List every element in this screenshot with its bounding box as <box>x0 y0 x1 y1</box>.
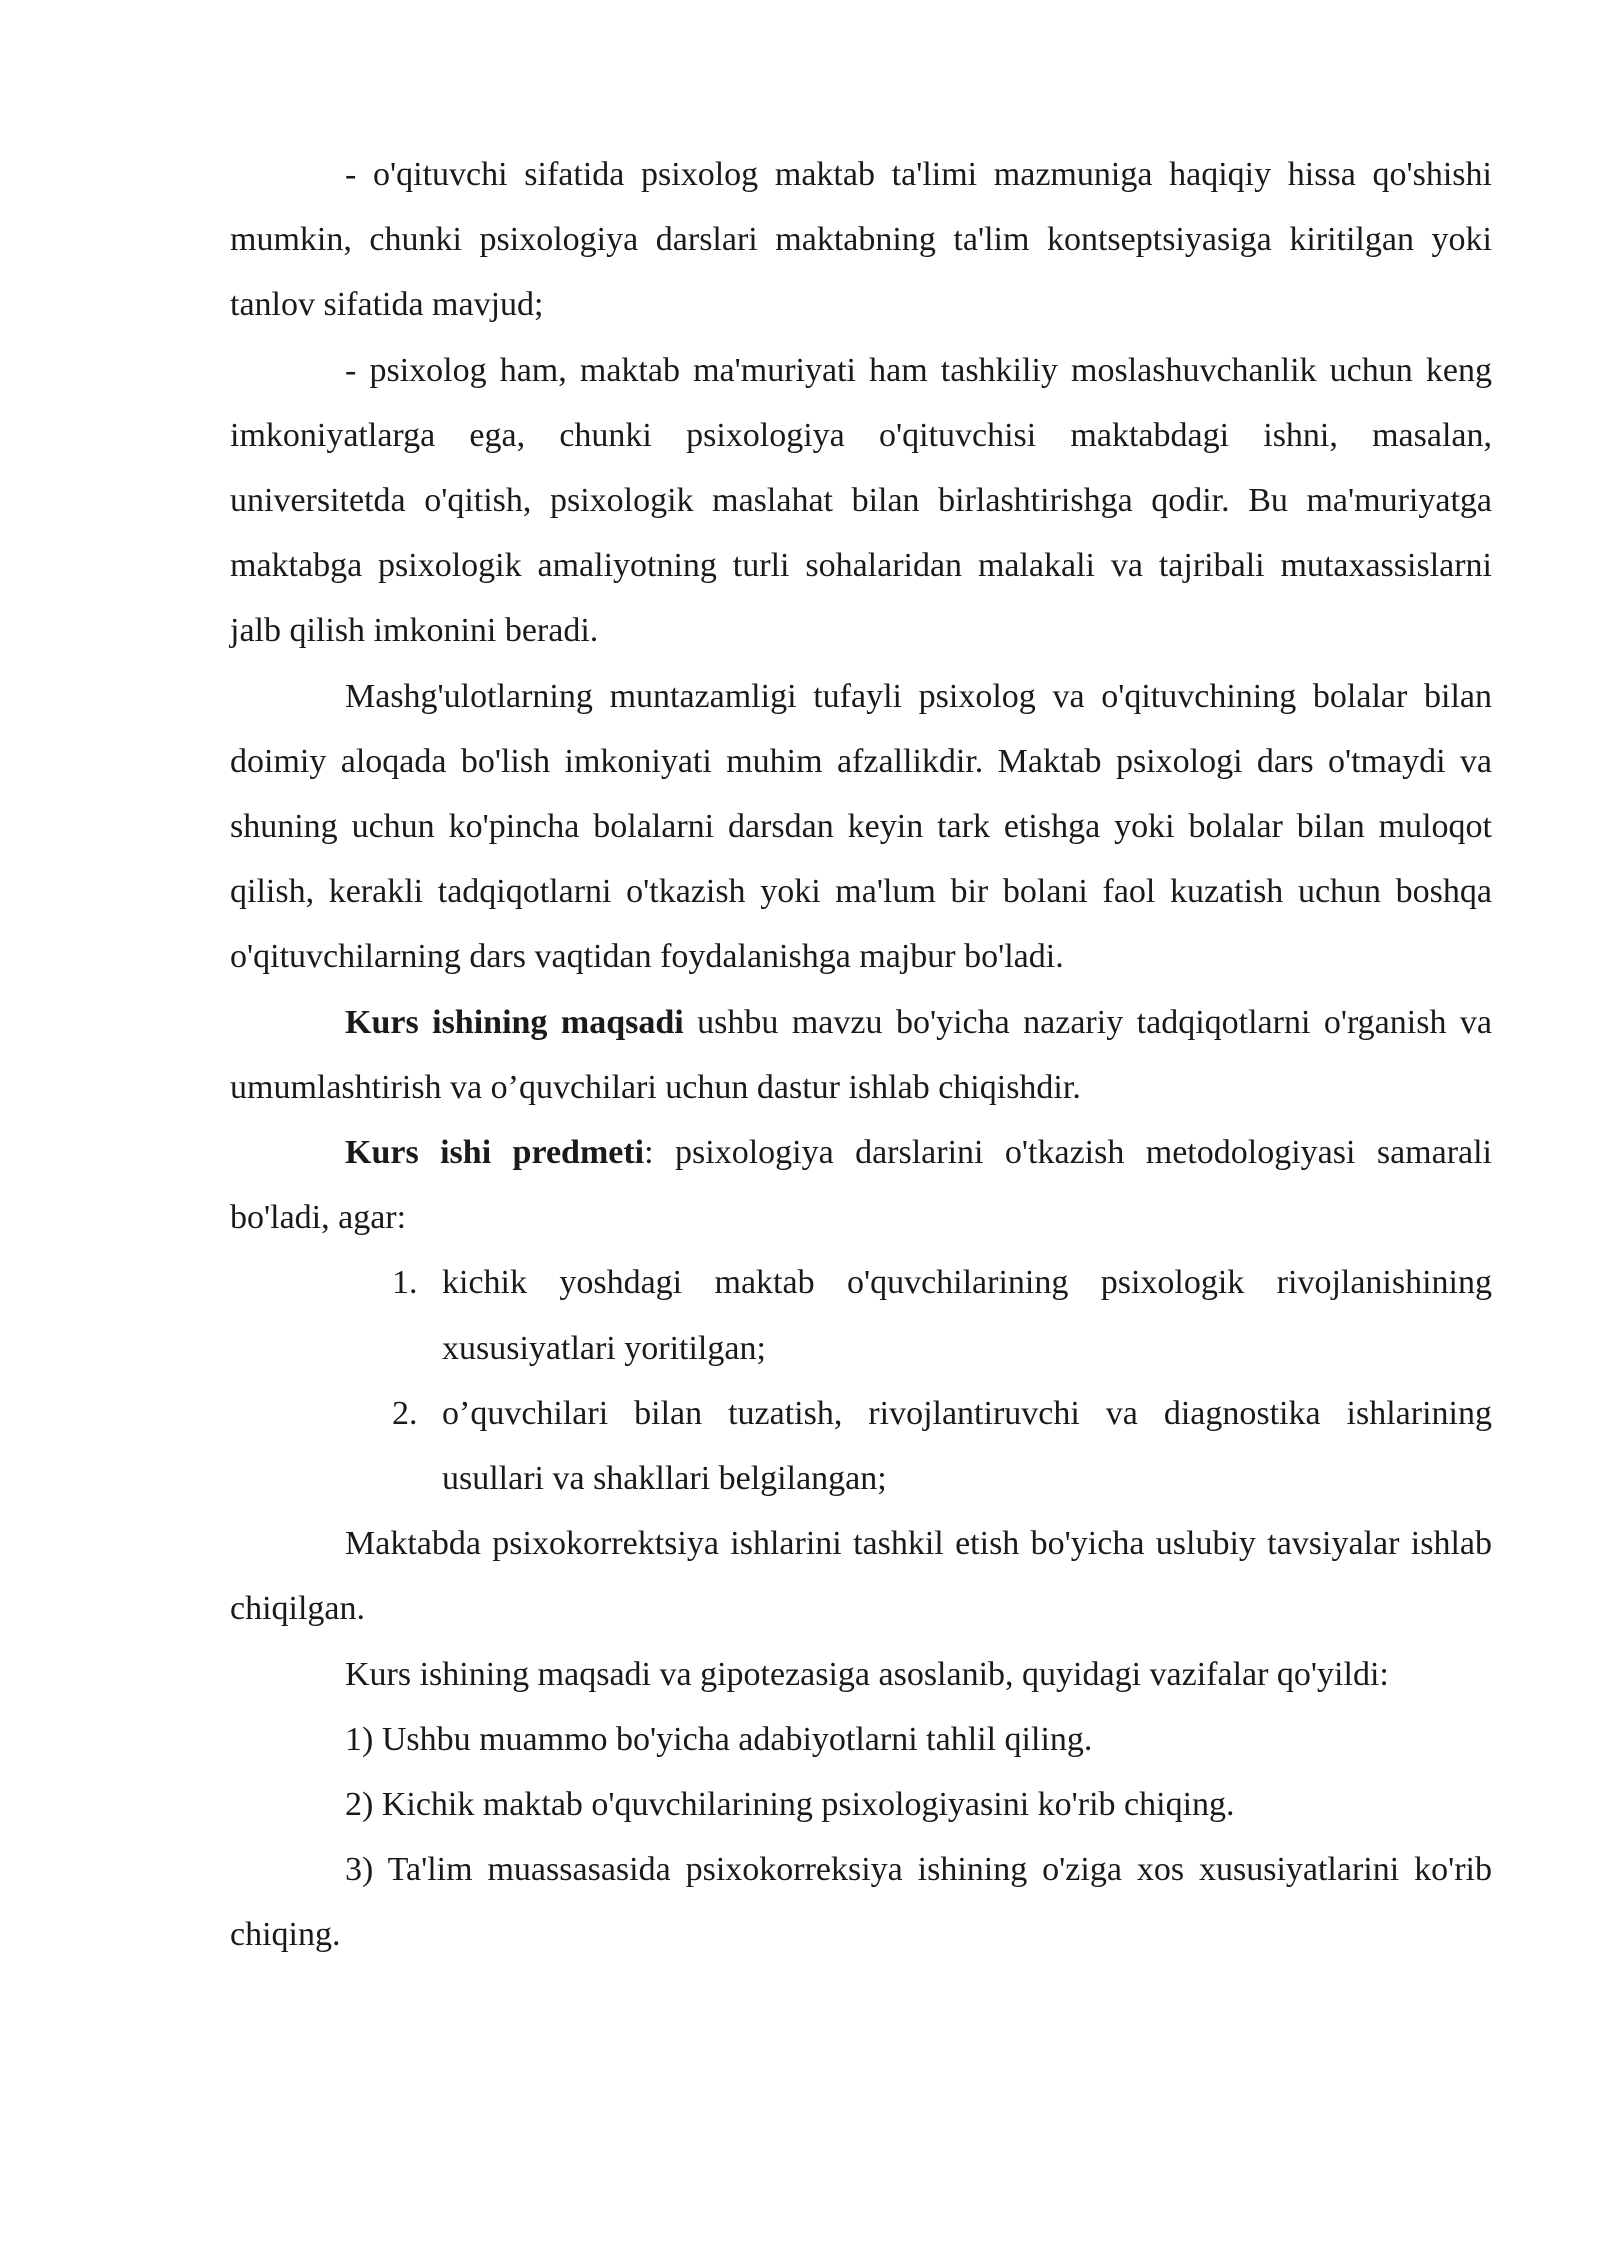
task-item-2 <box>230 1772 1492 1837</box>
paragraph-tasks-intro <box>230 1642 1492 1707</box>
paragraph-text: Mashg'ulotlarning muntazamligi tufayli psixolog va o'qituvchining bolalar bilan doimiy aloqada bo'lish imkoniyati muhim afzallikdir. Maktab psixologi dars o'tmaydi va shuning uchun ko'pincha bolalarni darsdan keyin tark etishga yoki bolalar bilan muloqot qilish, kerakli tadqiqotlarni o'tkazish yoki ma'lum bir bolani faol kuzatish uchun boshqa o'qituvchilarning dars vaqtidan foydalanishga majbur bo'ladi. <box>230 677 1492 976</box>
paragraph-text: - o'qituvchi sifatida psixolog maktab ta'limi mazmuniga haqiqiy hissa qo'shishi mumkin, chunki psixologiya darslari maktabning ta'lim kontseptsiyasiga kiritilgan yoki tanlov sifatida mavjud; <box>230 156 1492 324</box>
paragraph-text: 3) Ta'lim muassasasida psixokorreksiya ishining o'ziga xos xususiyatlarini ko'rib chiqing. <box>230 1851 1492 1954</box>
list-item-text: o’quvchilari bilan tuzatish, rivojlantiruvchi va diagnostika ishlarining usullari va shakllari belgilangan; <box>442 1394 1492 1498</box>
document-body <box>230 142 1492 1968</box>
paragraph-text: : psixologiya darslarini o'tkazish metodologiyasi samarali bo'ladi, agar: <box>230 1134 1493 1237</box>
paragraph-bold-lead: Kurs ishi predmeti <box>345 1134 645 1172</box>
task-item-1 <box>230 1707 1492 1772</box>
paragraph-text: - psixolog ham, maktab ma'muriyati ham tashkiliy moslashuvchanlik uchun keng imkoniyatlarga ega, chunki psixologiya o'qituvchisi maktabdagi ishni, masalan, universitetda o'qitish, psixologik maslahat bilan birlashtirishga qodir. Bu ma'muriyatga maktabga psixologik amaliyotning turli sohalaridan malakali va tajribali mutaxassislarni jalb qilish imkonini beradi. <box>230 351 1492 650</box>
paragraph-bold-lead: Kurs ishining maqsadi <box>345 1003 684 1041</box>
paragraph-flexibility <box>230 338 1492 664</box>
numbered-list <box>230 1250 1492 1511</box>
list-item-text: kichik yoshdagi maktab o'quvchilarining psixologik rivojlanishining xususiyatlari yoritilgan; <box>442 1264 1492 1367</box>
paragraph-regularity <box>230 664 1492 990</box>
list-item-number: 2. <box>392 1394 418 1432</box>
paragraph-teacher-role <box>230 142 1492 338</box>
list-item <box>230 1250 1492 1380</box>
paragraph-text: Maktabda psixokorrektsiya ishlarini tashkil etish bo'yicha uslubiy tavsiyalar ishlab chiqilgan. <box>230 1525 1492 1628</box>
paragraph-course-subject <box>230 1120 1492 1250</box>
paragraph-recommendations <box>230 1511 1492 1641</box>
paragraph-text: ushbu mavzu bo'yicha nazariy tadqiqotlarni o'rganish va umumlashtirish va o’quvchilari uchun dastur ishlab chiqishdir. <box>230 1003 1492 1106</box>
list-item <box>230 1381 1492 1511</box>
paragraph-text: 1) Ushbu muammo bo'yicha adabiyotlarni tahlil qiling. <box>345 1720 1093 1758</box>
paragraph-text: 2) Kichik maktab o'quvchilarining psixologiyasini ko'rib chiqing. <box>345 1786 1235 1824</box>
paragraph-course-goal <box>230 990 1492 1120</box>
task-item-3 <box>230 1837 1492 1967</box>
paragraph-text: Kurs ishining maqsadi va gipotezasiga asoslanib, quyidagi vazifalar qo'yildi: <box>345 1655 1389 1693</box>
list-item-number: 1. <box>392 1264 418 1302</box>
